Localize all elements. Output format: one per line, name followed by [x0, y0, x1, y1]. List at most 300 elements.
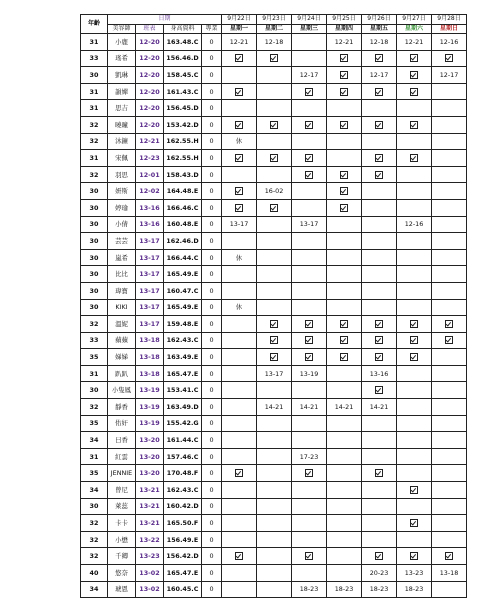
row-age: 32 [81, 515, 108, 532]
row-extra: 0 [202, 83, 222, 100]
row-profile: 162.55.H [164, 150, 202, 167]
row-name: 宋佩 [108, 150, 136, 167]
row-profile: 153.42.D [164, 116, 202, 133]
row-age: 32 [81, 548, 108, 565]
schedule-cell [257, 216, 292, 233]
schedule-cell [397, 233, 432, 250]
row-profile: 163.49.D [164, 399, 202, 416]
schedule-cell [292, 199, 327, 216]
row-age: 30 [81, 183, 108, 200]
checkbox-icon [375, 320, 383, 328]
schedule-cell [362, 332, 397, 349]
row-profile: 156.49.E [164, 531, 202, 548]
row-name: 凱琳 [108, 67, 136, 84]
schedule-cell [397, 282, 432, 299]
row-age: 32 [81, 531, 108, 548]
row-age: 30 [81, 249, 108, 266]
schedule-cell [432, 266, 467, 283]
schedule-cell [327, 415, 362, 432]
schedule-cell [292, 548, 327, 565]
schedule-cell: 18-23 [362, 581, 397, 598]
schedule-cell: 12-17 [362, 67, 397, 84]
schedule-cell [222, 515, 257, 532]
row-name: 娣娣 [108, 349, 136, 366]
row-time: 13-17 [136, 282, 164, 299]
schedule-cell [257, 299, 292, 316]
table-row [81, 432, 467, 449]
schedule-cell [222, 531, 257, 548]
schedule-cell [257, 332, 292, 349]
row-name: 卡卡 [108, 515, 136, 532]
schedule-cell [292, 465, 327, 482]
row-time: 13-16 [136, 199, 164, 216]
schedule-cell: 12-18 [362, 34, 397, 51]
row-extra: 0 [202, 34, 222, 51]
schedule-cell [397, 382, 432, 399]
checkbox-icon [235, 204, 243, 212]
schedule-cell: 17-23 [292, 448, 327, 465]
checkbox-icon [410, 486, 418, 494]
row-time: 13-21 [136, 482, 164, 499]
schedule-cell [222, 199, 257, 216]
table-row [81, 349, 467, 366]
schedule-cell [397, 515, 432, 532]
row-extra: 0 [202, 100, 222, 117]
row-extra: 0 [202, 116, 222, 133]
row-time: 12-21 [136, 133, 164, 150]
schedule-cell [222, 349, 257, 366]
schedule-cell [222, 498, 257, 515]
schedule-cell [327, 166, 362, 183]
schedule-cell: 12-17 [432, 67, 467, 84]
schedule-cell [257, 448, 292, 465]
row-name: 紅雲 [108, 448, 136, 465]
row-profile: 165.50.F [164, 515, 202, 532]
schedule-cell [222, 233, 257, 250]
checkbox-icon [235, 154, 243, 162]
schedule-cell: 12-21 [327, 34, 362, 51]
schedule-cell [257, 316, 292, 333]
table-row [81, 399, 467, 416]
checkbox-icon [410, 519, 418, 527]
checkbox-icon [235, 121, 243, 129]
schedule-cell [292, 100, 327, 117]
row-extra: 0 [202, 399, 222, 416]
schedule-cell [397, 266, 432, 283]
row-extra: 0 [202, 548, 222, 565]
schedule-cell [222, 50, 257, 67]
schedule-cell [327, 183, 362, 200]
row-age: 32 [81, 166, 108, 183]
row-time: 12-20 [136, 67, 164, 84]
table-row [81, 233, 467, 250]
schedule-cell [362, 482, 397, 499]
row-time: 13-22 [136, 531, 164, 548]
row-age: 30 [81, 498, 108, 515]
schedule-cell [257, 282, 292, 299]
checkbox-icon [305, 154, 313, 162]
row-time: 13-17 [136, 249, 164, 266]
schedule-cell [432, 150, 467, 167]
schedule-cell [432, 482, 467, 499]
schedule-cell [222, 183, 257, 200]
row-time: 12-20 [136, 34, 164, 51]
schedule-cell: 14-21 [257, 399, 292, 416]
row-time: 13-23 [136, 548, 164, 565]
schedule-cell [397, 166, 432, 183]
schedule-cell [222, 282, 257, 299]
day-header: 星期五 [362, 24, 397, 34]
row-extra: 0 [202, 465, 222, 482]
schedule-cell [362, 515, 397, 532]
table-row [81, 183, 467, 200]
schedule-cell [362, 548, 397, 565]
row-time: 13-16 [136, 216, 164, 233]
checkbox-icon [410, 71, 418, 79]
schedule-cell [397, 498, 432, 515]
row-name: 妍斯 [108, 183, 136, 200]
row-profile: 156.42.D [164, 548, 202, 565]
row-name: 曉曈 [108, 116, 136, 133]
table-row [81, 216, 467, 233]
group-header: 日期 [108, 15, 222, 25]
table-row [81, 83, 467, 100]
row-age: 30 [81, 299, 108, 316]
schedule-cell [327, 382, 362, 399]
checkbox-icon [445, 552, 453, 560]
schedule-cell [327, 349, 362, 366]
row-age: 33 [81, 332, 108, 349]
table-row [81, 116, 467, 133]
row-name: 嵐希 [108, 249, 136, 266]
schedule-cell [362, 531, 397, 548]
checkbox-icon [375, 353, 383, 361]
schedule-cell [362, 50, 397, 67]
schedule-cell [292, 183, 327, 200]
row-age: 31 [81, 83, 108, 100]
row-time: 13-20 [136, 465, 164, 482]
table-row [81, 50, 467, 67]
row-extra: 0 [202, 199, 222, 216]
row-name: 蘋蘋 [108, 332, 136, 349]
schedule-cell [397, 67, 432, 84]
checkbox-icon [305, 121, 313, 129]
checkbox-icon [305, 336, 313, 344]
row-profile: 165.47.E [164, 365, 202, 382]
schedule-cell [362, 133, 397, 150]
schedule-cell: 16-02 [257, 183, 292, 200]
schedule-cell [292, 249, 327, 266]
row-name: 小鹿 [108, 34, 136, 51]
schedule-cell [397, 465, 432, 482]
schedule-cell [432, 50, 467, 67]
row-name: 韻嬋 [108, 83, 136, 100]
extra-header: 專業 [202, 24, 222, 34]
row-time: 13-02 [136, 581, 164, 598]
schedule-cell: 休 [222, 249, 257, 266]
schedule-cell [432, 548, 467, 565]
schedule-cell [292, 531, 327, 548]
row-age: 30 [81, 266, 108, 283]
schedule-cell [397, 316, 432, 333]
schedule-cell [257, 432, 292, 449]
checkbox-icon [340, 171, 348, 179]
table-row [81, 498, 467, 515]
schedule-cell [257, 199, 292, 216]
schedule-cell [432, 249, 467, 266]
schedule-cell [292, 282, 327, 299]
schedule-cell [397, 133, 432, 150]
table-row [81, 150, 467, 167]
row-profile: 156.45.D [164, 100, 202, 117]
schedule-cell [292, 415, 327, 432]
schedule-cell [327, 216, 362, 233]
schedule-cell [362, 382, 397, 399]
table-row [81, 531, 467, 548]
checkbox-icon [270, 353, 278, 361]
row-profile: 166.44.C [164, 249, 202, 266]
table-row [81, 34, 467, 51]
schedule-cell [397, 249, 432, 266]
table-row [81, 282, 467, 299]
schedule-cell [362, 116, 397, 133]
row-time: 12-02 [136, 183, 164, 200]
schedule-cell: 14-21 [362, 399, 397, 416]
schedule-cell [257, 565, 292, 582]
row-time: 12-23 [136, 150, 164, 167]
checkbox-icon [410, 320, 418, 328]
schedule-cell [397, 482, 432, 499]
row-time: 12-20 [136, 116, 164, 133]
schedule-cell [222, 150, 257, 167]
row-age: 31 [81, 100, 108, 117]
schedule-cell [292, 382, 327, 399]
schedule-cell [432, 166, 467, 183]
checkbox-icon [270, 54, 278, 62]
schedule-cell [362, 498, 397, 515]
schedule-cell: 12-21 [397, 34, 432, 51]
row-extra: 0 [202, 150, 222, 167]
row-profile: 160.48.E [164, 216, 202, 233]
checkbox-icon [270, 154, 278, 162]
schedule-cell [257, 482, 292, 499]
table-row [81, 465, 467, 482]
schedule-cell [432, 399, 467, 416]
schedule-cell: 14-21 [327, 399, 362, 416]
schedule-cell [362, 448, 397, 465]
schedule-cell [397, 50, 432, 67]
checkbox-icon [340, 204, 348, 212]
row-extra: 0 [202, 266, 222, 283]
row-time: 13-20 [136, 432, 164, 449]
row-profile: 155.42.G [164, 415, 202, 432]
schedule-cell [222, 100, 257, 117]
row-extra: 0 [202, 565, 222, 582]
schedule-cell [327, 565, 362, 582]
row-time: 13-17 [136, 299, 164, 316]
schedule-cell [222, 482, 257, 499]
table-row [81, 415, 467, 432]
schedule-cell [222, 565, 257, 582]
time-header: 班表 [136, 24, 164, 34]
row-extra: 0 [202, 316, 222, 333]
name-header: 美容師 [108, 24, 136, 34]
checkbox-icon [305, 552, 313, 560]
row-extra: 0 [202, 515, 222, 532]
row-name: 沐鑛 [108, 133, 136, 150]
schedule-cell [432, 100, 467, 117]
header-row-days [81, 24, 467, 34]
schedule-cell [327, 432, 362, 449]
checkbox-icon [340, 54, 348, 62]
schedule-cell [327, 100, 362, 117]
row-name: 曾尼 [108, 482, 136, 499]
row-name: 趴趴 [108, 365, 136, 382]
schedule-cell [327, 83, 362, 100]
row-time: 13-18 [136, 365, 164, 382]
checkbox-icon [270, 336, 278, 344]
schedule-cell [327, 299, 362, 316]
schedule-cell [222, 83, 257, 100]
schedule-cell [257, 116, 292, 133]
row-profile: 162.43.C [164, 482, 202, 499]
schedule-body [81, 15, 467, 598]
schedule-cell [432, 515, 467, 532]
checkbox-icon [305, 469, 313, 477]
schedule-cell [222, 365, 257, 382]
schedule-cell [362, 83, 397, 100]
table-row [81, 565, 467, 582]
row-name: KIKI [108, 299, 136, 316]
header-row-dates [81, 15, 467, 25]
row-name: 悠奈 [108, 565, 136, 582]
checkbox-icon [445, 336, 453, 344]
schedule-cell [327, 365, 362, 382]
schedule-cell [327, 531, 362, 548]
row-age: 31 [81, 365, 108, 382]
schedule-cell [397, 100, 432, 117]
schedule-cell [257, 515, 292, 532]
checkbox-icon [340, 320, 348, 328]
checkbox-icon [235, 187, 243, 195]
schedule-cell: 12-16 [397, 216, 432, 233]
row-extra: 0 [202, 448, 222, 465]
row-time: 13-18 [136, 349, 164, 366]
schedule-cell [362, 282, 397, 299]
schedule-cell [292, 266, 327, 283]
row-extra: 0 [202, 133, 222, 150]
schedule-cell [257, 581, 292, 598]
checkbox-icon [305, 320, 313, 328]
schedule-cell [397, 531, 432, 548]
schedule-cell [432, 199, 467, 216]
schedule-cell: 休 [222, 133, 257, 150]
checkbox-icon [375, 552, 383, 560]
schedule-cell [327, 50, 362, 67]
schedule-cell [432, 531, 467, 548]
schedule-cell [257, 249, 292, 266]
schedule-cell [432, 83, 467, 100]
table-row [81, 365, 467, 382]
checkbox-icon [305, 353, 313, 361]
schedule-cell [222, 266, 257, 283]
checkbox-icon [235, 88, 243, 96]
row-age: 33 [81, 50, 108, 67]
table-row [81, 332, 467, 349]
schedule-cell [397, 548, 432, 565]
checkbox-icon [270, 320, 278, 328]
schedule-cell [327, 548, 362, 565]
schedule-cell: 20-23 [362, 565, 397, 582]
schedule-cell [327, 332, 362, 349]
schedule-cell [397, 415, 432, 432]
row-age: 32 [81, 133, 108, 150]
schedule-cell [327, 515, 362, 532]
checkbox-icon [235, 552, 243, 560]
row-profile: 165.49.E [164, 299, 202, 316]
schedule-cell [397, 116, 432, 133]
schedule-cell [292, 150, 327, 167]
checkbox-icon [340, 187, 348, 195]
schedule-cell [362, 432, 397, 449]
schedule-cell: 12-21 [222, 34, 257, 51]
schedule-cell [327, 199, 362, 216]
schedule-cell: 18-23 [292, 581, 327, 598]
schedule-cell [432, 382, 467, 399]
table-row [81, 199, 467, 216]
row-time: 13-19 [136, 415, 164, 432]
row-extra: 0 [202, 233, 222, 250]
row-extra: 0 [202, 531, 222, 548]
schedule-cell [222, 399, 257, 416]
table-row [81, 133, 467, 150]
row-age: 30 [81, 282, 108, 299]
schedule-cell [432, 216, 467, 233]
schedule-cell [362, 183, 397, 200]
row-profile: 158.45.C [164, 67, 202, 84]
schedule-cell [432, 465, 467, 482]
schedule-cell: 18-23 [327, 581, 362, 598]
schedule-cell [257, 531, 292, 548]
checkbox-icon [270, 204, 278, 212]
schedule-cell [397, 399, 432, 416]
checkbox-icon [305, 88, 313, 96]
schedule-cell [222, 448, 257, 465]
row-profile: 170.48.F [164, 465, 202, 482]
row-age: 31 [81, 150, 108, 167]
row-time: 13-19 [136, 399, 164, 416]
schedule-cell [327, 498, 362, 515]
row-extra: 0 [202, 581, 222, 598]
row-extra: 0 [202, 50, 222, 67]
schedule-cell [432, 282, 467, 299]
checkbox-icon [305, 171, 313, 179]
checkbox-icon [410, 54, 418, 62]
date-header: 9月27日 [397, 15, 432, 25]
day-header-saturday: 星期六 [397, 24, 432, 34]
schedule-cell [257, 415, 292, 432]
row-age: 31 [81, 34, 108, 51]
schedule-cell [222, 581, 257, 598]
row-time: 13-02 [136, 565, 164, 582]
checkbox-icon [340, 88, 348, 96]
row-profile: 165.49.E [164, 266, 202, 283]
profile-header: 身高資料 [164, 24, 202, 34]
row-extra: 0 [202, 282, 222, 299]
schedule-cell: 14-21 [292, 399, 327, 416]
row-name: 比比 [108, 266, 136, 283]
schedule-cell [222, 548, 257, 565]
